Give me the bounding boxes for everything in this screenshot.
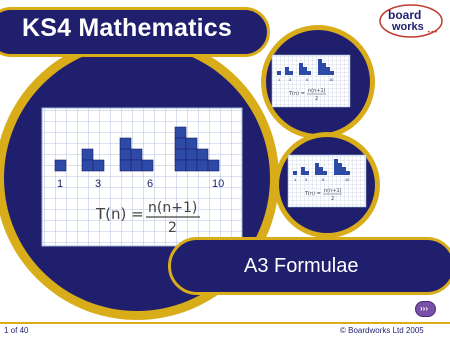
copyright-notice: © Boardworks Ltd 2005 [340, 326, 424, 335]
block [186, 149, 197, 160]
formula-lhs-top: T(n) = [289, 91, 305, 97]
logo-text-board: board [388, 8, 422, 22]
triangle-number-label: 10 [212, 178, 225, 190]
grid-panel-top [272, 55, 350, 107]
triangle-number-label-top: 6 [306, 77, 309, 82]
block [208, 160, 219, 171]
formula-denominator-bottom: 2 [331, 196, 335, 202]
formula-numerator-bottom: n(n+1) [324, 188, 342, 194]
triangle-number-label-top: 10 [329, 77, 334, 82]
block [197, 149, 208, 160]
block [120, 149, 131, 160]
grid-panel-large [42, 108, 242, 246]
logo-dots: ••• [427, 29, 438, 36]
triangle-number-label-top: 1 [278, 77, 281, 82]
block [186, 138, 197, 149]
grid-panel-bottom [288, 155, 366, 207]
triangle-number-label-bottom: 3 [305, 177, 308, 182]
slide-title: KS4 Mathematics [22, 14, 233, 42]
triangle-number-label-bottom: 6 [322, 177, 325, 182]
next-slide-button[interactable] [415, 301, 436, 317]
block [120, 160, 131, 171]
triangle-number-label: 1 [57, 178, 64, 190]
block [82, 160, 93, 171]
block [175, 127, 186, 138]
logo-text-works: works [392, 21, 424, 33]
slide-counter: 1 of 40 [4, 326, 29, 335]
formula-denominator-top: 2 [315, 96, 319, 102]
block [197, 160, 208, 171]
block [175, 138, 186, 149]
triangle-number-label: 3 [95, 178, 102, 190]
formula-lhs: T(n) = [96, 205, 144, 223]
formula-numerator-top: n(n+1) [308, 88, 326, 94]
triangle-number-label-bottom: 1 [294, 177, 297, 182]
block [55, 160, 66, 171]
block [142, 160, 153, 171]
triangle-number-label-bottom: 10 [345, 177, 350, 182]
block [93, 160, 104, 171]
block [131, 149, 142, 160]
formula-numerator: n(n+1) [148, 200, 198, 216]
slide-subtitle: A3 Formulae [244, 255, 359, 277]
block [131, 160, 142, 171]
block [186, 160, 197, 171]
triple-chevron-right-icon: ››› [420, 304, 428, 313]
formula-denominator: 2 [168, 220, 177, 236]
triangle-number-label: 6 [147, 178, 154, 190]
boardworks-logo [378, 3, 444, 39]
block [82, 149, 93, 160]
triangle-number-label-top: 3 [289, 77, 292, 82]
block [175, 160, 186, 171]
footer-divider [0, 322, 450, 324]
block [120, 138, 131, 149]
block [175, 149, 186, 160]
formula-lhs-bottom: T(n) = [305, 191, 321, 197]
